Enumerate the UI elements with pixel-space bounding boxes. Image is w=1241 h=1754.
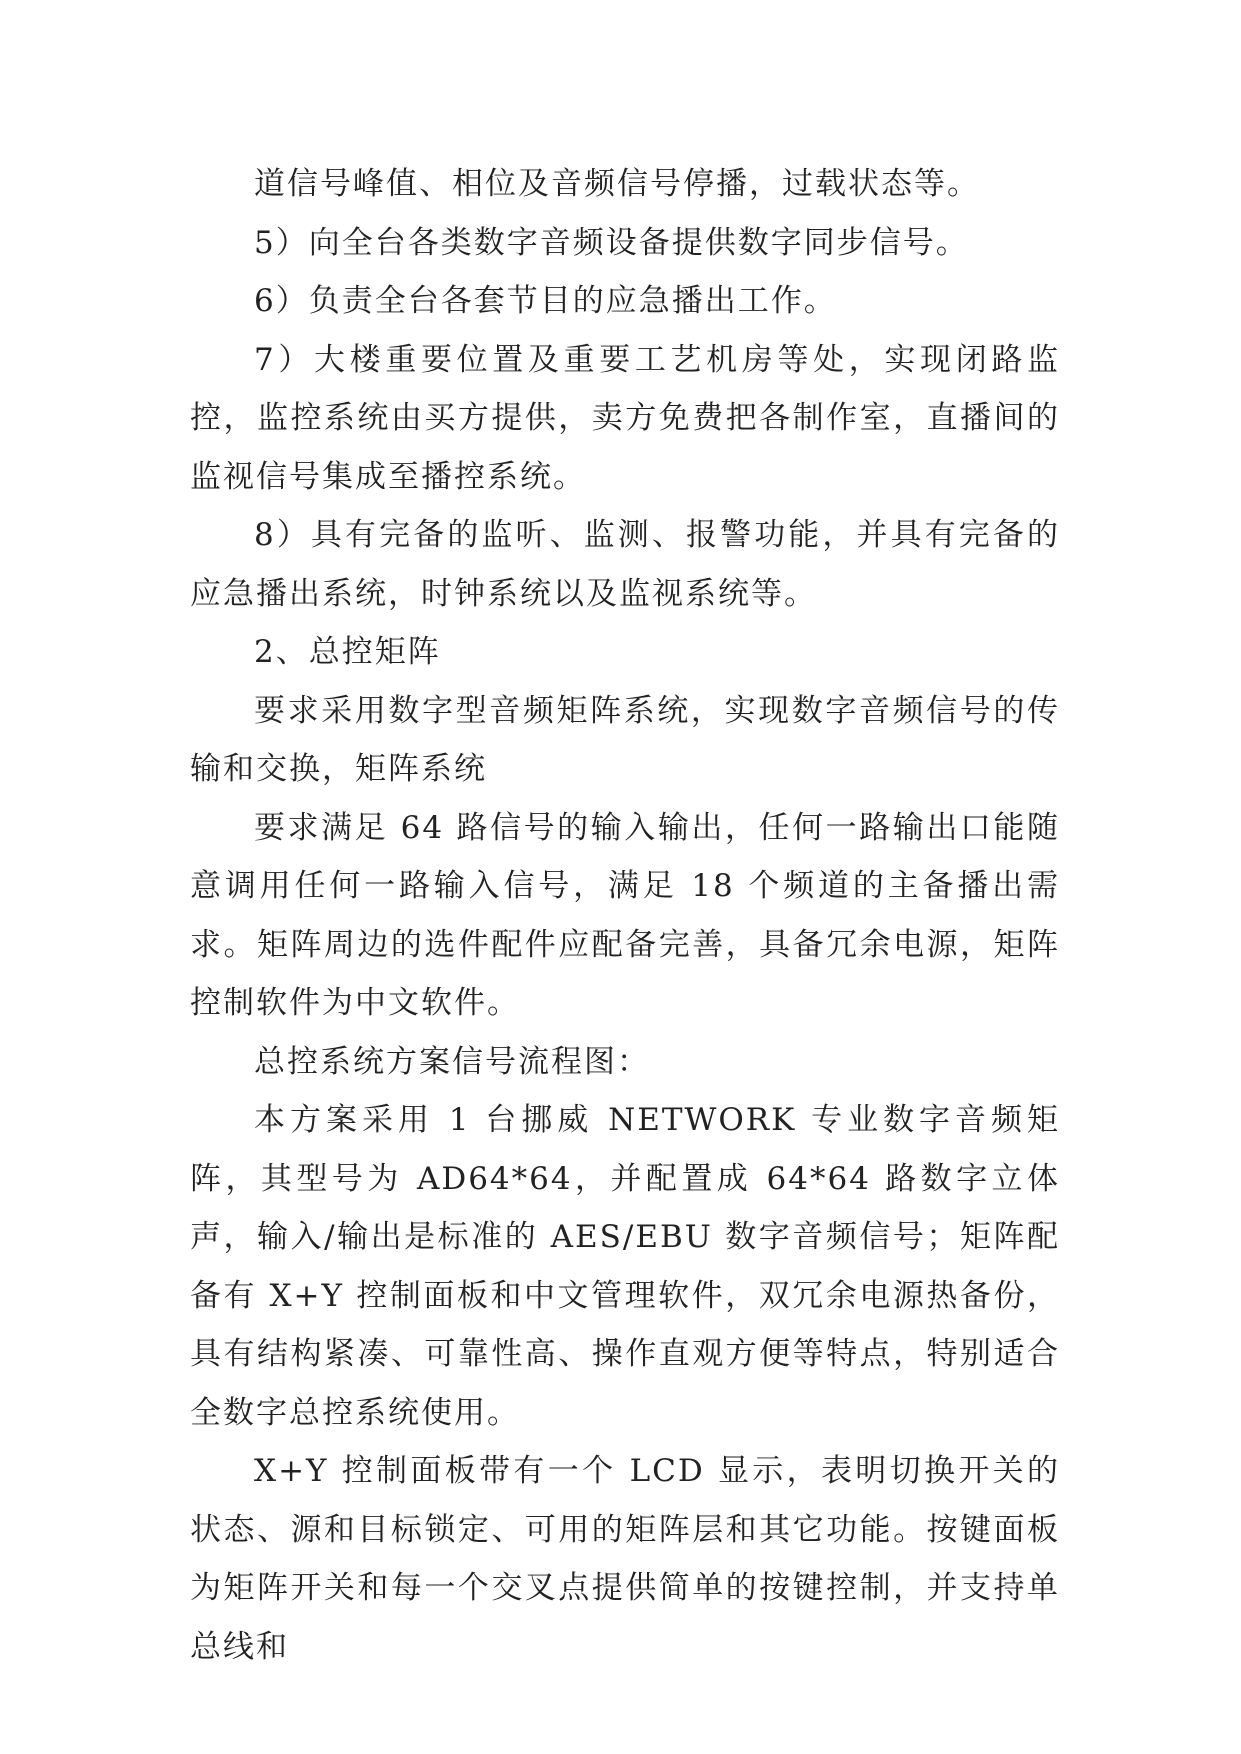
body-text [190,155,1060,1676]
paragraph-item-5: 5）向全台各类数字音频设备提供数字同步信号。 [254,224,969,261]
paragraph-signal-status: 道信号峰值、相位及音频信号停播，过载状态等。 [254,166,980,202]
paragraph-item-7: 7）大楼重要位置及重要工艺机房等处，实现闭路监控，监控系统由买方提供，卖方免费把各制作室，直播间的监视信号集成至播控系统。 [190,341,1060,495]
paragraph-matrix-capacity: 要求满足 64 路信号的输入输出，任何一路输出口能随意调用任何一路输入信号，满足 18 个频道的主备播出需求。矩阵周边的选件配件应配备完善，具备冗余电源，矩阵控制软件为中文软件。 [190,809,1060,1021]
paragraph-flowchart-caption: 总控系统方案信号流程图： [254,1043,650,1080]
paragraph-matrix-requirement: 要求采用数字型音频矩阵系统，实现数字音频信号的传输和交换，矩阵系统 [190,692,1060,787]
section-heading-matrix: 2、总控矩阵 [254,634,441,670]
paragraph-control-panel: X+Y 控制面板带有一个 LCD 显示，表明切换开关的状态、源和目标锁定、可用的矩阵层和其它功能。按键面板为矩阵开关和每一个交叉点提供简单的按键控制，并支持单总线和 [190,1453,1060,1665]
paragraph-item-6: 6）负责全台各套节目的应急播出工作。 [254,283,837,319]
paragraph-item-8: 8）具有完备的监听、监测、报警功能，并具有完备的应急播出系统，时钟系统以及监视系统等。 [190,517,1060,612]
paragraph-solution: 本方案采用 1 台挪威 NETWORK 专业数字音频矩阵，其型号为 AD64*64，并配置成 64*64 路数字立体声，输入/输出是标准的 AES/EBU 数字音频信号；矩阵配备有 X+Y 控制面板和中文管理软件，双冗余电源热备份，具有结构紧凑、可靠性高、操作直观方便等特点，特别适合全数字总控系统使用。 [190,1102,1060,1431]
